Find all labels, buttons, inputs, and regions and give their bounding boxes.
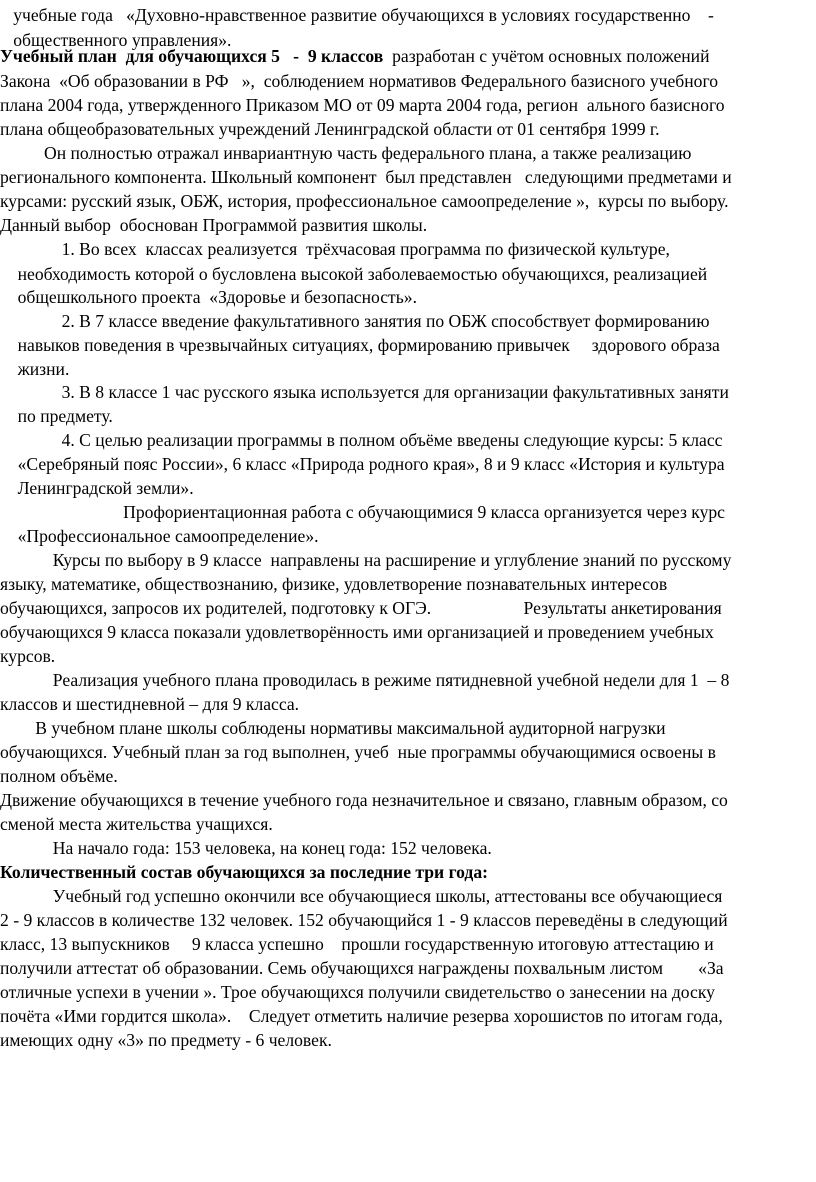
text-line	[0, 3, 816, 27]
text-line	[0, 548, 816, 572]
text-line	[0, 44, 816, 68]
text-line	[0, 620, 816, 644]
line-text: 3. В 8 классе 1 час русского языка используется для организации факультативных заняти	[0, 382, 729, 402]
text-line	[0, 524, 816, 548]
line-text: На начало года: 153 человека, на конец года: 152 человека.	[0, 838, 492, 858]
text-line	[0, 644, 816, 668]
text-line	[0, 908, 816, 932]
line-text: Курсы по выбору в 9 классе направлены на расширение и углубление знаний по русскому	[0, 550, 732, 570]
text-line	[0, 285, 816, 309]
text-line	[0, 596, 816, 620]
bold-heading: Количественный состав обучающихся за последние три года:	[0, 862, 488, 882]
line-text: обучающихся. Учебный план за год выполнен, учеб ные программы обучающимися освоены в	[0, 742, 716, 762]
line-text: класс, 13 выпускников 9 класса успешно прошли государственную итоговую аттестацию и	[0, 934, 714, 954]
line-text: Профориентационная работа с обучающимися 9 класса организуется через курс	[0, 502, 725, 522]
line-text: классов и шестидневной – для 9 класса.	[0, 694, 300, 714]
text-line	[0, 237, 816, 261]
text-line	[0, 404, 816, 428]
text-line	[0, 668, 816, 692]
line-text: по предмету.	[0, 406, 113, 426]
line-text: сменой места жительства учащихся.	[0, 814, 273, 834]
text-line	[0, 500, 816, 524]
text-line	[0, 117, 816, 141]
line-text: Учебный год успешно окончили все обучающиеся школы, аттестованы все обучающиеся	[0, 886, 723, 906]
text-line	[0, 692, 816, 716]
line-text: 2. В 7 классе введение факультативного занятия по ОБЖ способствует формированию	[0, 311, 710, 331]
text-line	[0, 812, 816, 836]
line-text: навыков поведения в чрезвычайных ситуациях, формированию привычек здорового образа	[0, 335, 720, 355]
text-line	[0, 262, 816, 286]
text-line	[0, 452, 816, 476]
text-line	[0, 572, 816, 596]
line-text: курсами: русский язык, ОБЖ, история, профессиональное самоопределение », курсы по выбору.	[0, 191, 729, 211]
line-text: регионального компонента. Школьный компонент был представлен следующими предметами и	[0, 167, 732, 187]
text-line	[0, 956, 816, 980]
text-line	[0, 764, 816, 788]
line-text: Движение обучающихся в течение учебного года незначительное и связано, главным образом, со	[0, 790, 728, 810]
line-text: «Профессиональное самоопределение».	[0, 526, 319, 546]
line-text: получили аттестат об образовании. Семь обучающихся награждены похвальным листом «За	[0, 958, 724, 978]
text-line	[0, 980, 816, 1004]
text-line	[0, 357, 816, 381]
line-text: обучающихся, запросов их родителей, подготовку к ОГЭ. Результаты анкетирования	[0, 598, 722, 618]
line-text: Реализация учебного плана проводилась в режиме пятидневной учебной недели для 1 – 8	[0, 670, 730, 690]
line-text: В учебном плане школы соблюдены нормативы максимальной аудиторной нагрузки	[0, 718, 666, 738]
text-line	[0, 932, 816, 956]
text-line	[0, 93, 816, 117]
line-text: общешкольного проекта «Здоровье и безопасность».	[0, 287, 417, 307]
line-text: языку, математике, обществознанию, физике, удовлетворение познавательных интересов	[0, 574, 668, 594]
line-text: Данный выбор обоснован Программой развития школы.	[0, 215, 428, 235]
text-line	[0, 309, 816, 333]
line-text: полном объёме.	[0, 766, 118, 786]
line-text: плана 2004 года, утвержденного Приказом МО от 09 марта 2004 года, регион ального базисного	[0, 95, 725, 115]
line-text: учебные года «Духовно-нравственное развитие обучающихся в условиях государственно -	[0, 5, 714, 25]
text-line	[0, 836, 816, 860]
text-line	[0, 1004, 816, 1028]
text-line	[0, 716, 816, 740]
text-line	[0, 788, 816, 812]
line-text: «Серебряный пояс России», 6 класс «Природа родного края», 8 и 9 класс «История и культура	[0, 454, 725, 474]
line-text: 2 - 9 классов в количестве 132 человек. 152 обучающийся 1 - 9 классов переведёны в следующий	[0, 910, 728, 930]
line-text: 1. Во всех классах реализуется трёхчасовая программа по физической культуре,	[0, 239, 670, 259]
line-text: общественного управления».	[0, 30, 232, 50]
line-text: обучающихся 9 класса показали удовлетворённость ими организацией и проведением учебных	[0, 622, 714, 642]
text-line	[0, 380, 816, 404]
text-line	[0, 740, 816, 764]
bold-heading: Учебный план для обучающихся 5 - 9 классов	[0, 46, 384, 66]
line-text: жизни.	[0, 359, 70, 379]
line-text: почёта «Ими гордится школа». Следует отметить наличие резерва хорошистов по итогам года,	[0, 1006, 723, 1026]
line-text: разработан с учётом основных положений	[383, 46, 710, 66]
line-text: имеющих одну «3» по предмету - 6 человек.	[0, 1030, 332, 1050]
line-text: Закона «Об образовании в РФ », соблюдением нормативов Федерального базисного учебного	[0, 71, 719, 91]
line-text: Он полностью отражал инвариантную часть федерального плана, а также реализацию	[0, 143, 692, 163]
line-text: плана общеобразовательных учреждений Ленинградской области от 01 сентября 1999 г.	[0, 119, 660, 139]
text-line	[0, 860, 816, 884]
text-line	[0, 189, 816, 213]
text-line	[0, 1028, 816, 1052]
text-line	[0, 213, 816, 237]
line-text: необходимость которой о бусловлена высокой заболеваемостью обучающихся, реализацией	[0, 264, 708, 284]
line-text: отличные успехи в учении ». Трое обучающихся получили свидетельство о занесении на доску	[0, 982, 715, 1002]
line-text: курсов.	[0, 646, 56, 666]
text-line	[0, 141, 816, 165]
text-line	[0, 884, 816, 908]
text-line	[0, 69, 816, 93]
line-text: Ленинградской земли».	[0, 478, 194, 498]
text-line	[0, 165, 816, 189]
line-text: 4. С целью реализации программы в полном объёме введены следующие курсы: 5 класс	[0, 430, 723, 450]
text-line	[0, 333, 816, 357]
text-line	[0, 476, 816, 500]
text-line	[0, 428, 816, 452]
